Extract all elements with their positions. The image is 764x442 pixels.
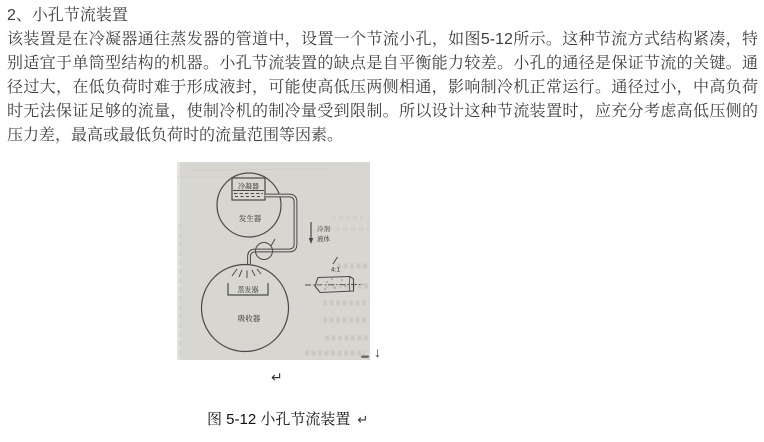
condenser-label: 冷凝器 [238, 183, 259, 191]
figure-caption-row [207, 410, 368, 429]
figure-svg [177, 162, 370, 360]
paragraph-mark-icon: ↵ [271, 369, 283, 385]
ratio-label: 4:1 [330, 266, 341, 274]
section-heading: 2、小孔节流装置 [7, 7, 128, 24]
figure-5-12-image [177, 162, 370, 360]
body-paragraph: 该装置是在冷凝器通往蒸发器的管道中，设置一个节流小孔，如图5-12所示。这种节流方式结构紧凑，特别适宜于单筒型结构的机器。小孔节流装置的缺点是自平衡能力较差。小孔的通径是保证节流的关键。通径过大，在低负荷时难于形成液封，可能使高低压两侧相通，影响制冷机正常运行。通径过小，中高负荷时无法保证足够的流量，使制冷机的制冷量受到限制。所以设计这种节流装置时，应充分考虑高低压侧的压力差，最高或最低负荷时的流量范围等因素。 [7, 31, 758, 144]
absorber-label: 吸收器 [237, 314, 261, 323]
figure-caption: 图 5-12 小孔节流装置 [207, 411, 351, 428]
body-text [0, 4, 764, 148]
evaporator-label: 蒸发器 [237, 287, 259, 294]
scan-background [177, 162, 370, 360]
refrigerant-label-line1: 冷剂 [317, 226, 330, 233]
caption-paragraph-mark-icon: ↵ [357, 412, 369, 427]
scan-smudge [361, 356, 369, 358]
line-break-mark-icon: ↓ [374, 344, 381, 360]
generator-label: 发生器 [238, 214, 262, 223]
refrigerant-label-line2: 液体 [317, 236, 330, 243]
